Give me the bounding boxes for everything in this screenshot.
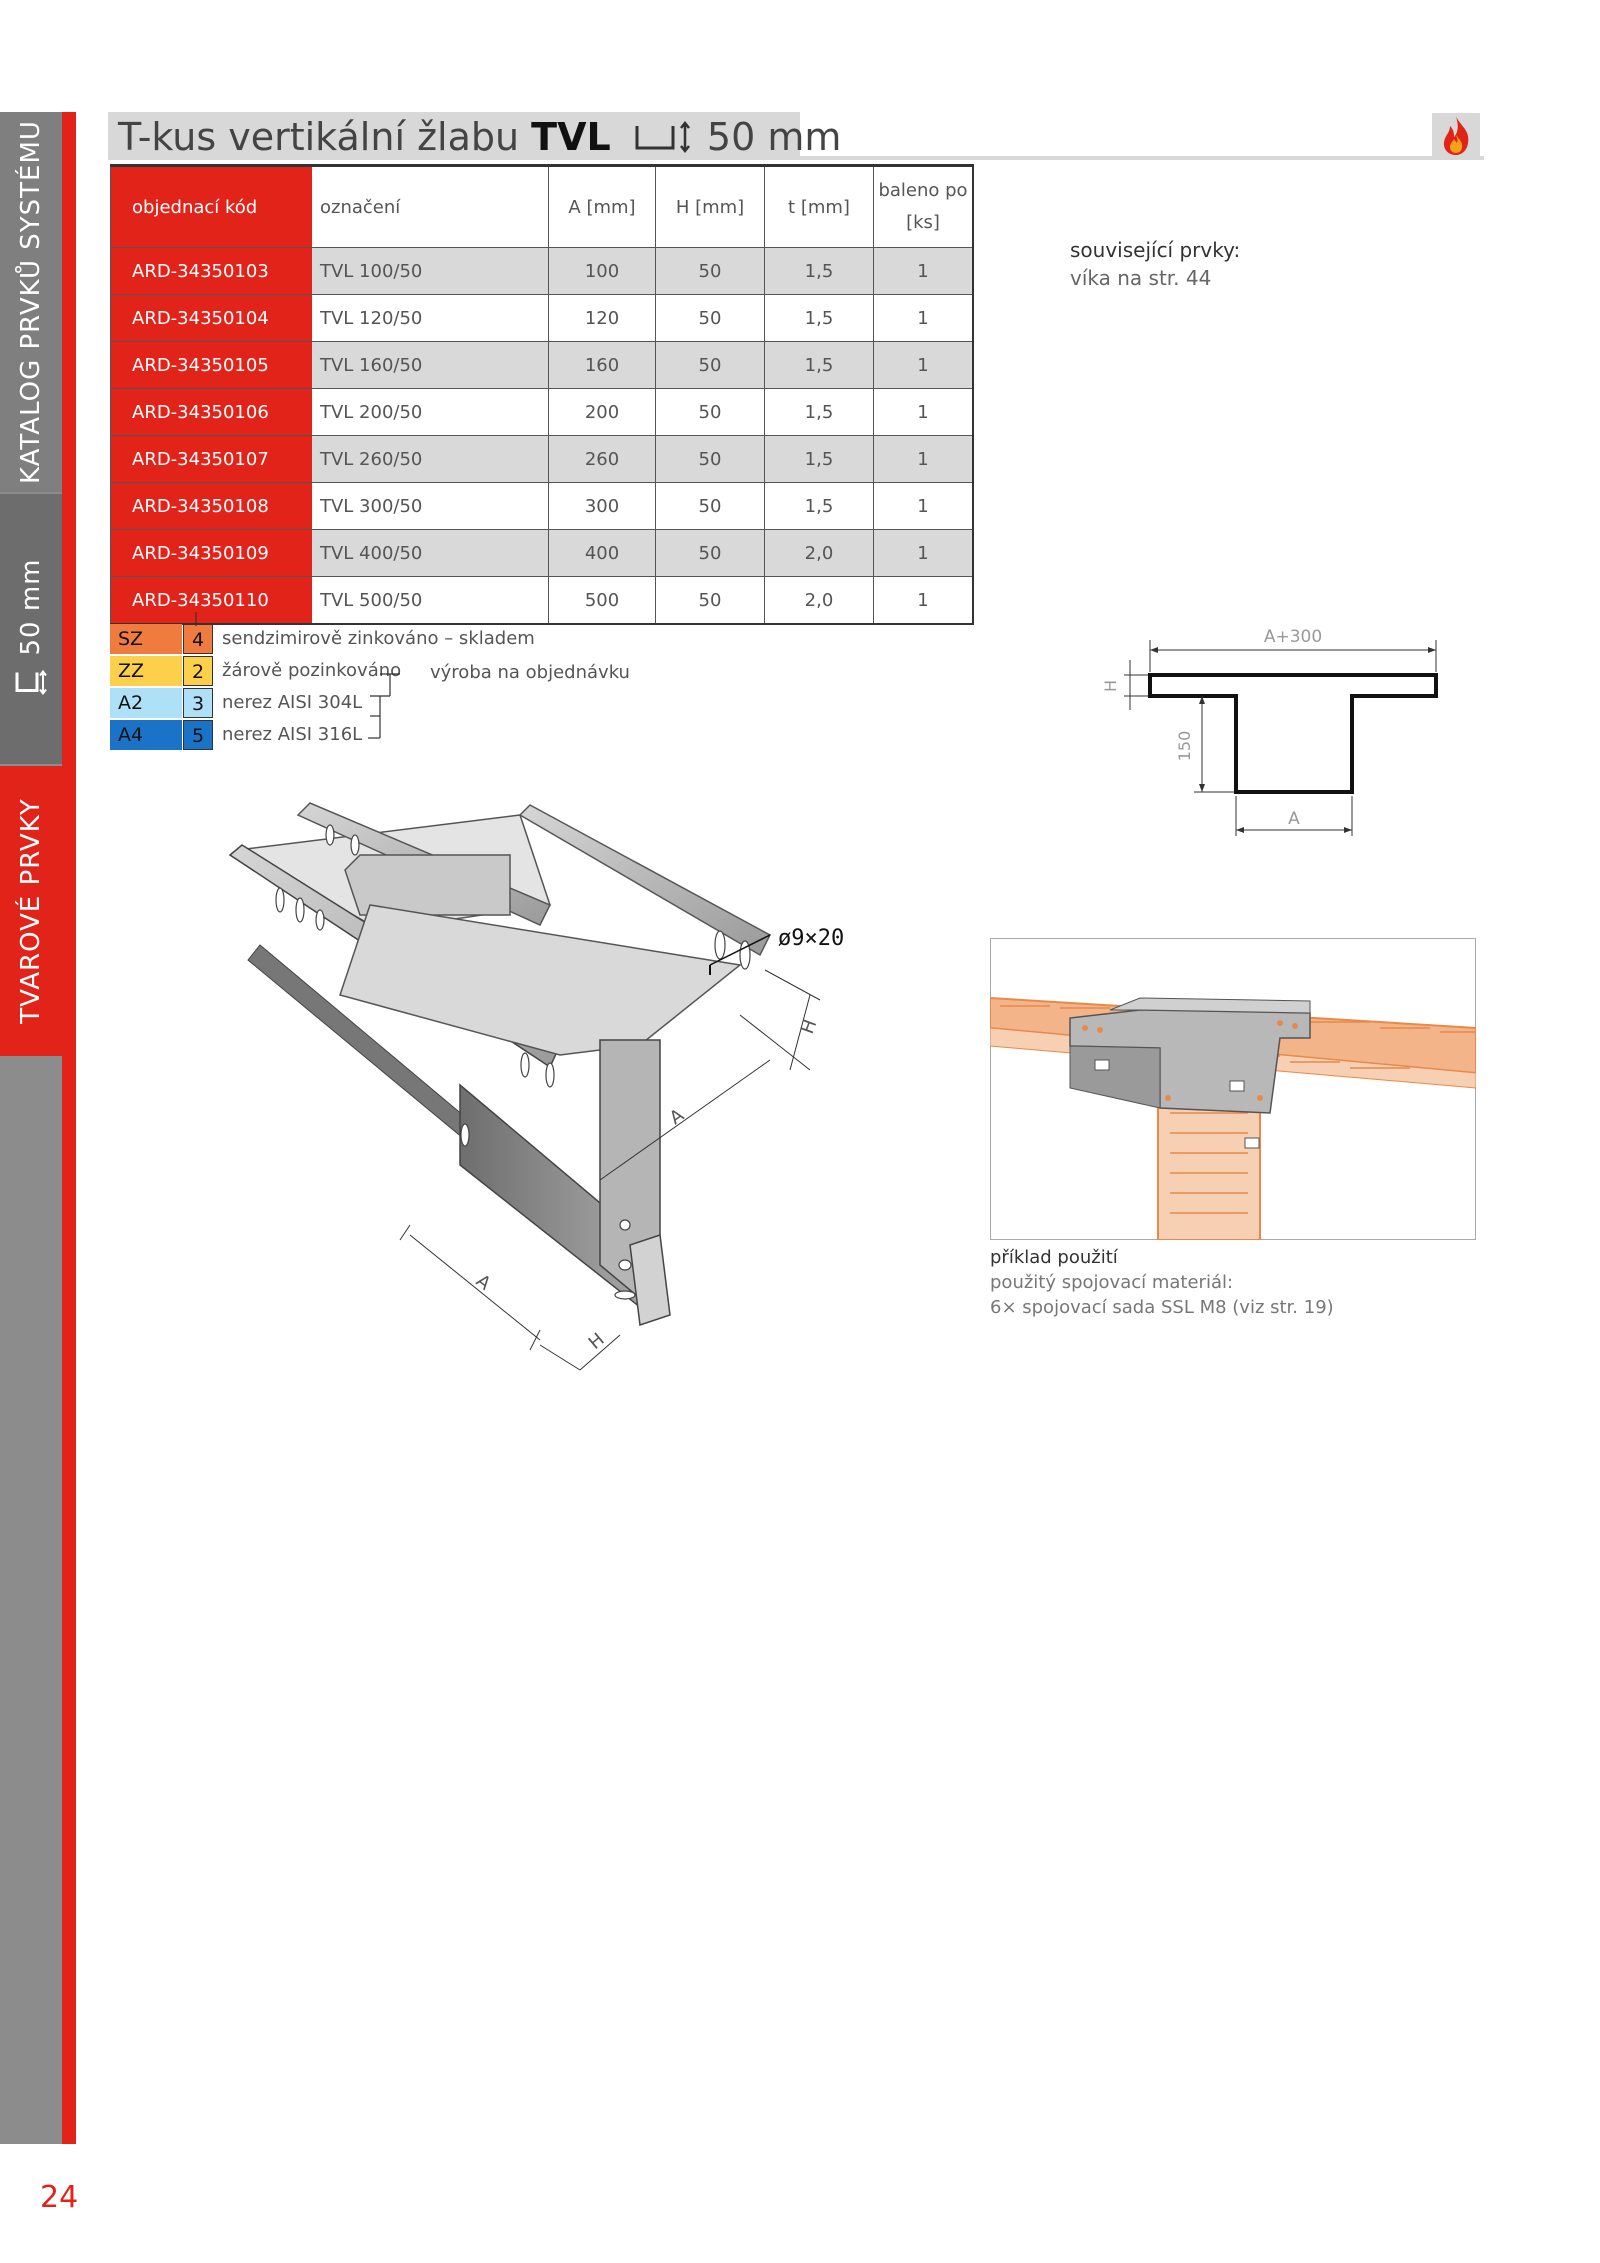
cell-a: 200: [549, 389, 656, 436]
header-h: H [mm]: [656, 166, 765, 248]
legend-note: výroba na objednávku: [430, 662, 630, 683]
legend-code: A2: [110, 688, 182, 718]
table-row: [111, 295, 974, 342]
cell-h: 50: [656, 483, 765, 530]
cell-t: 1,5: [765, 389, 874, 436]
dim-a-middle: A: [665, 1104, 688, 1130]
sidebar-red-stripe: [62, 112, 76, 2144]
cell-designation: TVL 160/50: [312, 342, 549, 389]
legend-number: 3: [183, 688, 213, 718]
cell-pack: 1: [874, 295, 974, 342]
title-underline: [800, 156, 1484, 160]
header-name: označení: [312, 166, 549, 248]
legend-number: 4: [183, 624, 213, 654]
cell-a: 500: [549, 577, 656, 625]
related-text: víka na str. 44: [1070, 266, 1212, 290]
cell-order-code: ARD-34350108: [111, 483, 313, 530]
cell-order-code: ARD-34350103: [111, 248, 313, 295]
dim-a-bottom: A: [471, 1270, 495, 1295]
usage-example-image: [990, 938, 1476, 1240]
cell-h: 50: [656, 530, 765, 577]
cell-h: 50: [656, 248, 765, 295]
cell-a: 160: [549, 342, 656, 389]
sidebar-label-shapes: TVAROVÉ PRVKY: [16, 798, 46, 1024]
example-caption-title: příklad použití: [990, 1247, 1118, 1268]
cell-order-code: ARD-34350105: [111, 342, 313, 389]
related-label: související prvky:: [1070, 238, 1241, 262]
legend-text: nerez AISI 304L: [222, 692, 363, 713]
cell-designation: TVL 400/50: [312, 530, 549, 577]
dim-a: A: [1288, 809, 1300, 829]
tray-profile-icon: [633, 120, 695, 154]
title-prefix: T-kus vertikální žlabu: [118, 115, 520, 159]
cell-h: 50: [656, 436, 765, 483]
header-t: t [mm]: [765, 166, 874, 248]
legend-text: sendzimirově zinkováno – skladem: [222, 628, 535, 649]
cell-order-code: ARD-34350104: [111, 295, 313, 342]
legend-text: nerez AISI 316L: [222, 724, 363, 745]
title-code: TVL: [531, 115, 611, 159]
cell-pack: 1: [874, 483, 974, 530]
page-number: 24: [40, 2180, 79, 2215]
dim-h-bottom: H: [584, 1329, 609, 1354]
cell-t: 1,5: [765, 342, 874, 389]
dim-h-right: H: [796, 1016, 822, 1037]
cell-a: 260: [549, 436, 656, 483]
isometric-drawing: [220, 795, 860, 1385]
cell-h: 50: [656, 295, 765, 342]
header-pack-line2: [ks]: [906, 212, 940, 233]
cell-pack: 1: [874, 248, 974, 295]
cell-t: 2,0: [765, 530, 874, 577]
sidebar-section-catalog: [0, 112, 62, 492]
legend-text: žárově pozinkováno: [222, 660, 402, 681]
cell-designation: TVL 260/50: [312, 436, 549, 483]
sidebar-section-shapes: [0, 766, 62, 1056]
legend-code: ZZ: [110, 656, 182, 686]
legend-number: 5: [183, 720, 213, 750]
header-pack-line1: baleno po: [878, 180, 968, 201]
cell-a: 400: [549, 530, 656, 577]
cell-order-code: ARD-34350110: [111, 577, 313, 625]
cross-section-drawing: [1090, 620, 1470, 850]
table-row: [111, 530, 974, 577]
cell-pack: 1: [874, 577, 974, 625]
cell-h: 50: [656, 389, 765, 436]
table-row: [111, 342, 974, 389]
table-row: [111, 389, 974, 436]
cell-t: 2,0: [765, 577, 874, 625]
sidebar-label-size: 50 mm: [16, 558, 46, 656]
title-size: 50 mm: [706, 115, 842, 159]
cell-pack: 1: [874, 530, 974, 577]
cell-pack: 1: [874, 389, 974, 436]
cell-designation: TVL 100/50: [312, 248, 549, 295]
cell-pack: 1: [874, 436, 974, 483]
cell-designation: TVL 200/50: [312, 389, 549, 436]
dim-a-plus-300: A+300: [1263, 627, 1323, 647]
header-code: objednací kód: [111, 166, 313, 248]
cell-designation: TVL 300/50: [312, 483, 549, 530]
cell-order-code: ARD-34350109: [111, 530, 313, 577]
example-caption-line2: 6× spojovací sada SSL M8 (viz str. 19): [990, 1297, 1334, 1318]
fire-icon: [1432, 113, 1480, 159]
cell-order-code: ARD-34350106: [111, 389, 313, 436]
spec-table: [110, 164, 974, 625]
sidebar-label-catalog: KATALOG PRVKŮ SYSTÉMU: [16, 120, 46, 484]
cell-t: 1,5: [765, 436, 874, 483]
tray-profile-icon: [14, 670, 48, 696]
cell-t: 1,5: [765, 248, 874, 295]
cell-pack: 1: [874, 342, 974, 389]
cell-h: 50: [656, 577, 765, 625]
cell-a: 300: [549, 483, 656, 530]
cell-t: 1,5: [765, 483, 874, 530]
cell-a: 120: [549, 295, 656, 342]
example-caption-line1: použitý spojovací materiál:: [990, 1272, 1234, 1293]
cell-h: 50: [656, 342, 765, 389]
legend-connector-lines: [186, 612, 446, 752]
sidebar-size-wrap: [16, 558, 46, 699]
header-pack: [874, 166, 974, 248]
usage-example-caption: [990, 1245, 1334, 1320]
cell-a: 100: [549, 248, 656, 295]
related-items: [1070, 236, 1240, 292]
cell-t: 1,5: [765, 295, 874, 342]
legend-code: SZ: [110, 624, 182, 654]
legend-number: 2: [183, 656, 213, 686]
table-row: [111, 436, 974, 483]
cell-designation: TVL 120/50: [312, 295, 549, 342]
page-title: [118, 112, 841, 160]
dim-h: H: [1101, 679, 1120, 693]
legend-code: A4: [110, 720, 182, 750]
table-header-row: [111, 166, 974, 248]
table-row: [111, 483, 974, 530]
sidebar-section-size: [0, 494, 62, 764]
header-a: A [mm]: [549, 166, 656, 248]
cell-order-code: ARD-34350107: [111, 436, 313, 483]
table-row: [111, 248, 974, 295]
dim-150: 150: [1175, 730, 1194, 762]
cell-designation: TVL 500/50: [312, 577, 549, 625]
hole-label: ø9×20: [778, 926, 845, 951]
